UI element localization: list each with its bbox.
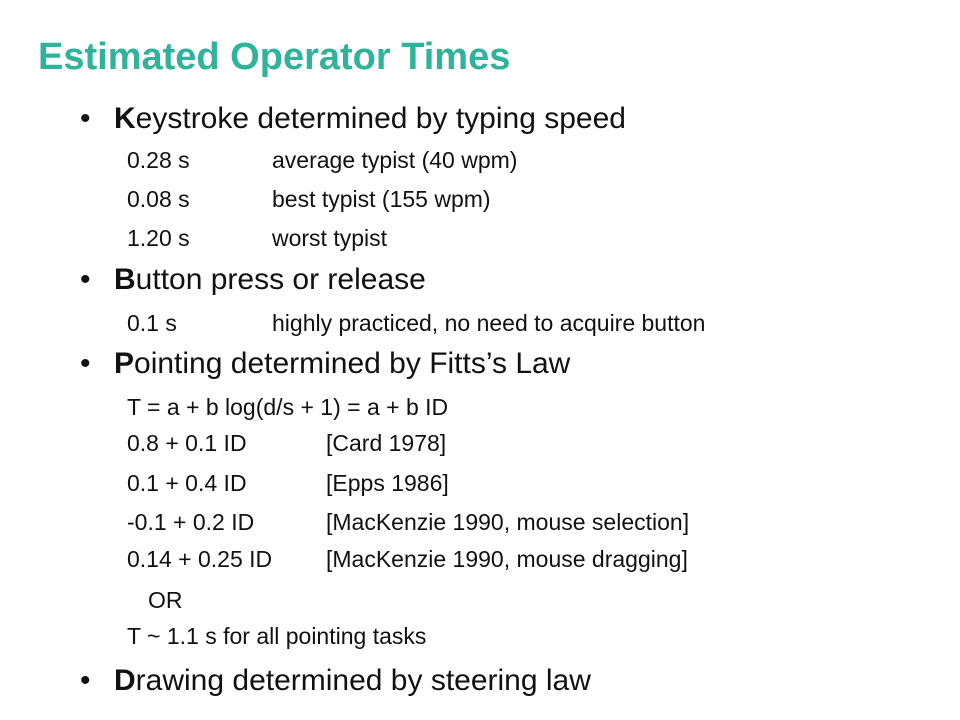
bullet-dot: •: [80, 263, 91, 296]
bullet-keystroke: [80, 101, 626, 137]
fitts-equation: 0.8 + 0.1 ID: [127, 430, 247, 456]
time-value: 1.20 s: [127, 225, 190, 251]
bullet-pointing: [80, 346, 570, 382]
fitts-citation: [Card 1978]: [326, 430, 447, 456]
time-description: worst typist: [272, 225, 388, 251]
fitts-citation: [MacKenzie 1990, mouse dragging]: [326, 546, 688, 572]
bullet-first-letter: B: [114, 263, 136, 296]
time-value: 0.28 s: [127, 147, 190, 173]
fitts-alternative: T ~ 1.1 s for all pointing tasks: [127, 623, 427, 649]
bullet-dot: •: [80, 347, 91, 380]
fitts-equation: -0.1 + 0.2 ID: [127, 509, 255, 535]
bullet-drawing: [80, 663, 591, 699]
bullet-text: rawing determined by steering law: [135, 664, 591, 697]
bullet-button: [80, 262, 426, 298]
time-value: 0.1 s: [127, 310, 177, 336]
bullet-first-letter: P: [114, 347, 135, 380]
time-value: 0.08 s: [127, 186, 190, 212]
or-label: OR: [148, 587, 183, 613]
time-description: highly practiced, no need to acquire button: [272, 310, 706, 336]
fitts-citation: [Epps 1986]: [326, 470, 449, 496]
time-description: average typist (40 wpm): [272, 147, 518, 173]
bullet-text: utton press or release: [135, 263, 426, 296]
bullet-first-letter: D: [114, 664, 136, 697]
fitts-citation: [MacKenzie 1990, mouse selection]: [326, 509, 690, 535]
fitts-formula: T = a + b log(d/s + 1) = a + b ID: [127, 394, 449, 420]
bullet-text: ointing determined by Fitts’s Law: [134, 347, 571, 380]
fitts-equation: 0.14 + 0.25 ID: [127, 546, 273, 572]
slide-title: Estimated Operator Times: [38, 36, 511, 78]
time-description: best typist (155 wpm): [272, 186, 491, 212]
bullet-first-letter: K: [114, 102, 136, 135]
bullet-dot: •: [80, 664, 91, 697]
bullet-dot: •: [80, 102, 91, 135]
fitts-equation: 0.1 + 0.4 ID: [127, 470, 247, 496]
bullet-text: eystroke determined by typing speed: [135, 102, 626, 135]
